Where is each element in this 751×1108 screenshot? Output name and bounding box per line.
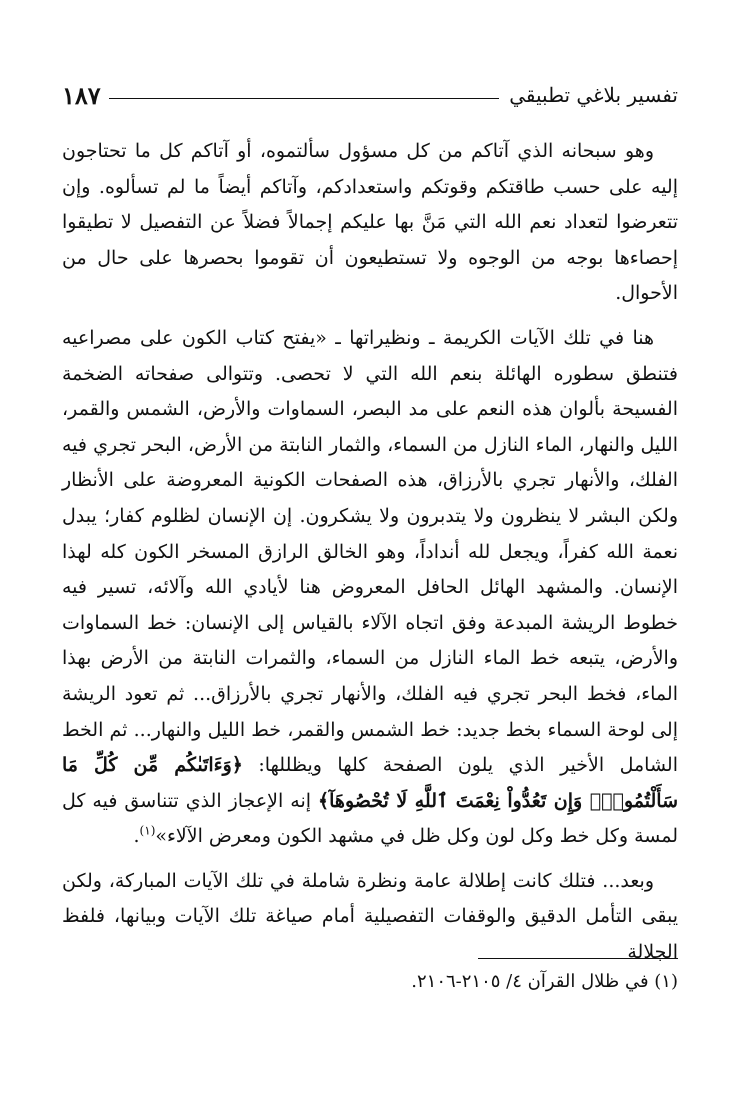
paragraph-2 [62,321,678,855]
header-rule [109,98,500,99]
footnote-rule [478,958,678,959]
paragraph-3: وبعد... فتلك كانت إطلالة عامة ونظرة شاملة في تلك الآيات المباركة، ولكن يبقى التأمل الدقيق والوقفات التفصيلية أمام صياغة تلك الآيات وبيانها، فلفظ الجلالة [62,869,678,964]
paragraph-2-text: هنا في تلك الآيات الكريمة ـ ونظيراتها ـ «يفتح كتاب الكون على مصراعيه فتنطق سطوره الهائلة بنعم الله التي لا تحصى. وتتوالى صفحاته الضخمة الفسيحة بألوان هذه النعم على مد البصر، السماوات والأرض، الشمس والقمر، الليل والنهار، الماء النازل من السماء، والثمار النابتة من الأرض، البحر تجري فيه الفلك، والأنهار تجري بالأرزاق، هذه الصفحات الكونية المعروضة على الأنظار ولكن البشر لا ينظرون ولا يتدبرون ولا يشكرون. إن الإنسان لظلوم كفار؛ يبدل نعمة الله كفراً، ويجعل لله أنداداً، وهو الخالق الرازق المسخر الكون كله لهذا الإنسان. والمشهد الهائل الحافل المعروض هنا لأيادي الله وآلائه، تسير فيه خطوط الريشة المبدعة وفق اتجاه الآلاء بالقياس إلى الإنسان: خط السماوات والأرض، يتبعه خط الماء النازل من السماء، والثمرات النابتة من الأرض بهذا الماء، فخط البحر تجري فيه الفلك، والأنهار تجري بالأرزاق... ثم تعود الريشة إلى لوحة السماء بخط جديد: خط الشمس والقمر، خط الليل والنهار... ثم الخط الشامل الأخير الذي يلون الصفحة كلها ويظللها: [62,326,678,777]
paragraph-2-end: . [133,825,140,848]
footnote: (١) في ظلال القرآن ٤/ ٢١٠٥-٢١٠٦. [411,971,678,992]
page-number: ١٨٧ [62,80,101,110]
paragraph-1: وهو سبحانه الذي آتاكم من كل مسؤول سألتموه، أو آتاكم كل ما تحتاجون إليه على حسب طاقتكم وقوتكم واستعدادكم، وآتاكم أيضاً ما لم تسألوه. وإن تتعرضوا لتعداد نعم الله التي مَنَّ بها عليكم إجمالاً فضلاً عن التفصيل لا تطيقوا إحصاءها بوجه من الوجوه ولا تستطيعون أن تقوموا بحصرها على حال من الأحوال. [62,140,678,305]
footnote-reference: (١) [139,823,156,838]
running-header [62,78,678,112]
body-text [62,134,678,971]
page [62,0,678,1108]
book-title: تفسير بلاغي تطبيقي [509,83,678,107]
paragraph-2-tail: إنه الإعجاز الذي تتناسق فيه كل لمسة وكل خط وكل لون وكل ظل في مشهد الكون ومعرض الآلاء» [62,789,678,848]
quran-verse: ﴿وَءَاتَىٰكُم مِّن كُلِّ مَا سَأَلْتُمُوهُۚ وَإِن تَعُدُّواْ نِعْمَتَ ٱللَّهِ لَا تُحْصُوهَآ﴾ [62,754,678,812]
